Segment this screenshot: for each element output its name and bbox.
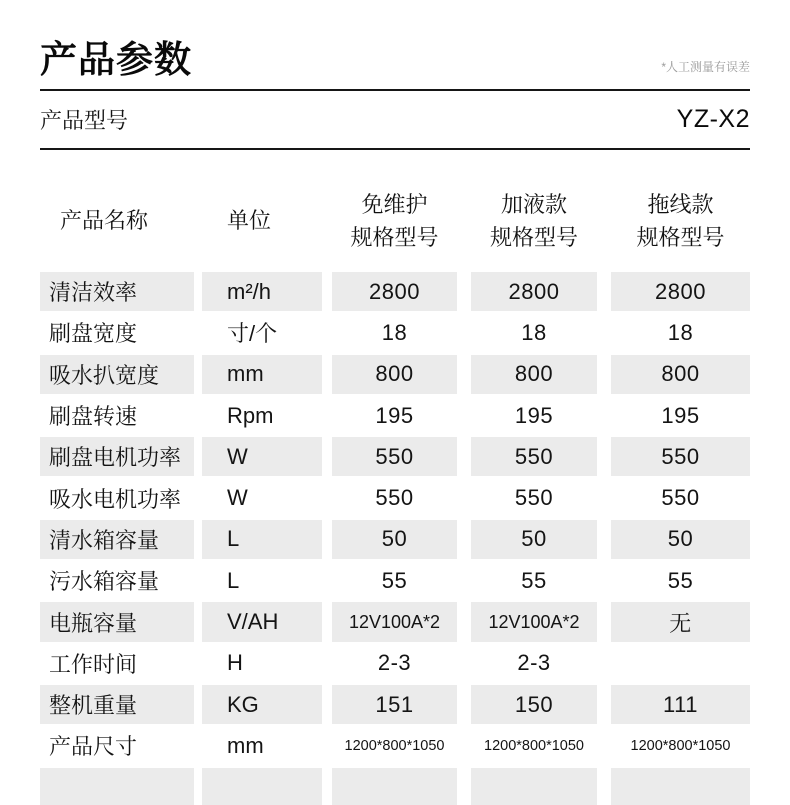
- row-unit-cell: V/AH: [202, 602, 322, 641]
- title-block: [40, 0, 750, 91]
- row-value-cell: 195: [661, 402, 700, 428]
- row-value-cell: 2800: [332, 272, 457, 311]
- spec-table: [40, 184, 750, 805]
- row-value-cell: 550: [514, 485, 554, 511]
- row-value-cell: 2-3: [377, 650, 412, 676]
- row-value-cell: 150: [471, 685, 597, 724]
- row-name-cell: 清洁效率: [40, 272, 194, 311]
- row-name-cell: 工作时间: [49, 651, 138, 677]
- table-row: [40, 272, 750, 311]
- row-value-cell: 1200*800*1050: [344, 737, 445, 754]
- table-row: [40, 396, 750, 435]
- row-value-cell: 550: [375, 485, 414, 511]
- table-row: [40, 768, 750, 805]
- column-header: 拖线款 规格型号: [636, 191, 725, 250]
- table-row: [40, 561, 750, 600]
- row-unit-cell: m²/h: [202, 272, 322, 311]
- page-title: 产品参数: [40, 39, 192, 80]
- table-body: [40, 272, 750, 805]
- column-header: 单位: [227, 208, 272, 233]
- row-unit-cell: mm: [202, 355, 322, 394]
- row-value-cell: 800: [611, 355, 750, 394]
- content-area: [40, 0, 750, 805]
- table-row: [40, 478, 750, 517]
- row-value-cell: 2800: [611, 272, 750, 311]
- table-row: [40, 437, 750, 476]
- row-value-cell: 800: [332, 355, 457, 394]
- row-name-cell: 吸水电机功率: [49, 486, 182, 512]
- row-unit-cell: KG: [202, 685, 322, 724]
- row-value-cell: 550: [611, 437, 750, 476]
- row-value-cell: 55: [521, 567, 547, 593]
- row-value-cell: 550: [332, 437, 457, 476]
- model-label: 产品型号: [40, 108, 129, 133]
- row-value-cell: 1200*800*1050: [630, 737, 731, 754]
- row-value-cell: 1200*800*1050: [484, 737, 584, 754]
- row-value-cell: 18: [667, 319, 694, 345]
- row-value-cell: 无: [611, 602, 750, 641]
- row-unit-cell: 寸/个: [227, 321, 278, 347]
- row-name-cell: 刷盘转速: [49, 404, 138, 430]
- row-name-cell: 污水箱容量: [49, 569, 160, 595]
- row-name-cell: 产品尺寸: [49, 734, 138, 760]
- row-value-cell: [332, 768, 457, 805]
- row-value-cell: 195: [375, 402, 414, 428]
- row-name-cell: 刷盘宽度: [49, 321, 138, 347]
- column-header: 免维护 规格型号: [350, 191, 439, 250]
- row-name-cell: 清水箱容量: [40, 520, 194, 559]
- row-unit-cell: L: [227, 567, 240, 593]
- table-row: [40, 644, 750, 683]
- row-unit-cell: Rpm: [227, 402, 274, 428]
- row-name-cell: 刷盘电机功率: [40, 437, 194, 476]
- table-row: [40, 355, 750, 394]
- row-value-cell: 50: [611, 520, 750, 559]
- row-value-cell: 195: [514, 402, 554, 428]
- row-value-cell: 800: [471, 355, 597, 394]
- row-value-cell: 50: [332, 520, 457, 559]
- row-value-cell: [611, 644, 750, 683]
- column-header: 产品名称: [60, 208, 149, 233]
- row-value-cell: 18: [521, 319, 547, 345]
- table-header-row: [40, 184, 750, 257]
- row-value-cell: 111: [611, 685, 750, 724]
- row-unit-cell: W: [227, 485, 248, 511]
- row-unit-cell: L: [202, 520, 322, 559]
- row-value-cell: 550: [471, 437, 597, 476]
- row-name-cell: 整机重量: [40, 685, 194, 724]
- row-value-cell: 55: [381, 567, 408, 593]
- row-value-cell: 2800: [471, 272, 597, 311]
- measurement-note: *人工测量有误差: [661, 60, 750, 74]
- table-row: [40, 685, 750, 724]
- model-row: [40, 91, 750, 150]
- row-value-cell: [611, 768, 750, 805]
- row-value-cell: 18: [381, 319, 408, 345]
- row-name-cell: [40, 768, 194, 805]
- row-value-cell: 2-3: [517, 650, 551, 676]
- column-header: 加液款 规格型号: [489, 191, 578, 250]
- row-value-cell: 550: [661, 485, 700, 511]
- row-value-cell: 12V100A*2: [332, 602, 457, 641]
- table-row: [40, 313, 750, 352]
- row-name-cell: 吸水扒宽度: [40, 355, 194, 394]
- row-name-cell: 电瓶容量: [40, 602, 194, 641]
- table-row: [40, 602, 750, 641]
- table-row: [40, 726, 750, 765]
- table-row: [40, 520, 750, 559]
- model-value: YZ-X2: [676, 105, 750, 133]
- row-value-cell: 50: [471, 520, 597, 559]
- row-value-cell: [471, 768, 597, 805]
- row-unit-cell: H: [227, 650, 243, 676]
- row-value-cell: 151: [332, 685, 457, 724]
- row-value-cell: 12V100A*2: [471, 602, 597, 641]
- row-unit-cell: W: [202, 437, 322, 476]
- row-unit-cell: [202, 768, 322, 805]
- row-value-cell: 55: [667, 567, 694, 593]
- row-unit-cell: mm: [227, 732, 264, 758]
